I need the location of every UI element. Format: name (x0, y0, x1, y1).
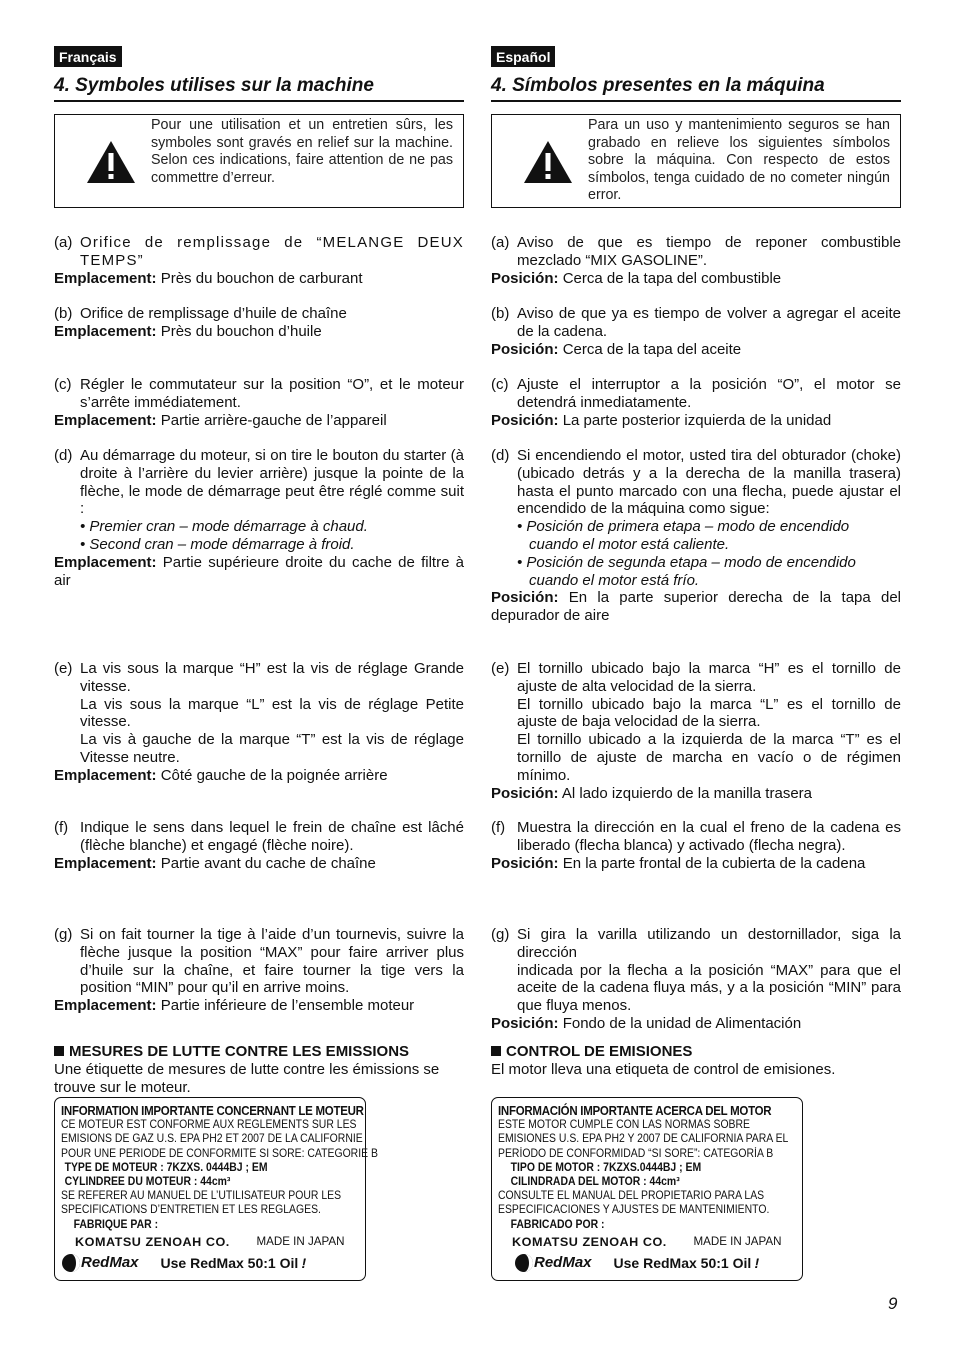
item-location: Près du bouchon d’huile (160, 322, 322, 340)
square-bullet-icon (491, 1046, 501, 1056)
item-bullet: • Posición de segunda etapa – modo de encendido (517, 553, 856, 571)
item-location: Partie inférieure de l’ensemble moteur (160, 997, 415, 1015)
language-tag-fr: Français (54, 46, 122, 67)
item-text: Au démarrage du moteur, si on tire le bouton du starter (à droite à l’arrière du levier arrière) jusque la pointe de la flèche, le mode de démarrage peut être réglé comme suit : (80, 447, 464, 518)
item-location: Fondo de la unidad de Alimentación (562, 1014, 802, 1032)
item-text: El tornillo ubicado bajo la marca “L” es el tornillo de ajuste de baja velocidad de la sierra. (517, 695, 901, 731)
item-bullet: • Premier cran – mode démarrage à chaud. (80, 518, 368, 536)
item-location: Cerca de la tapa del aceite (562, 340, 742, 358)
item-text: El tornillo ubicado bajo la marca “H” es el tornillo de ajuste de alta velocidad de la sierra. (517, 660, 901, 695)
item-text: La vis sous la marque “H” est la vis de réglage Grande vitesse. (80, 660, 464, 695)
spanish-column (491, 46, 901, 1078)
item-text: Régler le commutateur sur la position “O”, et le moteur s’arrête immédiatement. (80, 376, 464, 411)
item-text: Indique le sens dans lequel le frein de chaîne est lâché (flèche blanche) et engagé (flèche noire). (80, 819, 464, 854)
list-item: (f) Indique le sens dans lequel le frein de chaîne est lâché (flèche blanche) et engagé (flèche noire). Emplacement: Partie avant du cache de chaîne (54, 819, 464, 872)
list-item: (d) Au démarrage du moteur, si on tire le bouton du starter (à droite à l’arrière du levier arrière) jusque la pointe de la flèche, le mode de démarrage peut être réglé comme suit : • Premier cran – mode démarrage à chaud. • Second cran – mode démarrage à froid. Emplacement: Partie supérieure droite du cache de filtre à air (54, 447, 464, 589)
maker-logo: KOMATSU ZENOAH CO. (512, 1234, 667, 1249)
redmax-swirl-icon (61, 1253, 81, 1273)
item-location: Partie arrière-gauche de l’appareil (160, 411, 387, 429)
warning-box-fr (54, 114, 464, 208)
item-text: Orifice de remplissage de “MELANGE DEUX TEMPS” (80, 234, 464, 269)
warning-triangle-icon (522, 139, 574, 185)
item-text: Orifice de remplissage d’huile de chaîne (80, 305, 347, 322)
item-text: El tornillo ubicado a la izquierda de la marca “T” es el tornillo de ajuste de marcha en vacío o de régimen mínimo. (517, 731, 901, 784)
item-location: Partie supérieure droite du cache de filtre à air (54, 553, 464, 589)
list-item: (c) Ajuste el interruptor a la posición “O”, el motor se detendrá inmediatamente. Posición: La parte posterior izquierda de la unidad (491, 376, 901, 429)
item-location: En la parte frontal de la cubierta de la cadena (562, 854, 866, 872)
item-location: Côté gauche de la poignée arrière (160, 766, 388, 784)
item-location: La parte posterior izquierda de la unidad (562, 411, 832, 429)
item-bullet: cuando el motor está frío. (529, 571, 700, 589)
list-item: (g) Si on fait tourner la tige à l’aide d’un tournevis, suivre la flèche jusque la position “MAX” pour faire arriver plus d’huile sur la chaîne, et faire tourner la tige vers la position “MIN” pour qu’il en arrive moins. Emplacement: Partie inférieure de l’ensemble moteur (54, 926, 464, 1015)
item-text: Aviso de que es tiempo de reponer combustible mezclado “MIX GASOLINE”. (517, 234, 901, 269)
item-text: Ajuste el interruptor a la posición “O”, el motor se detendrá inmediatamente. (517, 376, 901, 411)
list-item: (f) Muestra la dirección en la cual el freno de la cadena es liberado (flecha blanca) y activado (flecha negra). Posición: En la parte frontal de la cubierta de la cadena (491, 819, 901, 872)
item-bullet: • Posición de primera etapa – modo de encendido (517, 518, 850, 536)
item-location: Cerca de la tapa del combustible (562, 269, 782, 287)
emissions-heading-fr: MESURES DE LUTTE CONTRE LES EMISSIONS (54, 1043, 464, 1060)
section-title-fr: 4. Symboles utilises sur la machine (54, 75, 464, 102)
warning-triangle-icon (85, 139, 137, 185)
redmax-logo: RedMax (61, 1253, 139, 1273)
warning-text-fr: Pour une utilisation et un entretien sûrs, les symboles sont gravés en relief sur la machine. Selon ces indications, faire attention de ne pas commettre d’erreur. (151, 117, 453, 186)
square-bullet-icon (54, 1046, 64, 1056)
list-item: (e) El tornillo ubicado bajo la marca “H” es el tornillo de ajuste de alta velocidad de la sierra. El tornillo ubicado bajo la marca “L” es el tornillo de ajuste de baja velocidad de la sierra. El tornillo ubicado a la izquierda de la marca “T” es el tornillo de ajuste de marcha en vacío o de régimen mínimo. Posición: Al lado izquierdo de la manilla trasera (491, 660, 901, 802)
emissions-text-fr: Une étiquette de mesures de lutte contre les émissions se trouve sur le moteur. (54, 1061, 440, 1096)
item-text: La vis à gauche de la marque “T” est la vis de réglage Vitesse neutre. (80, 731, 464, 766)
list-item: (b) Orifice de remplissage d’huile de chaîne Emplacement: Près du bouchon d’huile (54, 305, 464, 341)
emission-label-es: INFORMACIÓN IMPORTANTE ACERCA DEL MOTOR ESTE MOTOR CUMPLE CON LAS NORMAS SOBRE EMISIONES U.S. EPA PH2 Y 2007 DE CALIFORNIA PARA EL PERÍODO DE CONFORMIDAD “SI SORE”: CATEGORÍA B TIPO DE MOTOR : 7KZXS.0444BJ ; EM CILINDRADA DEL MOTOR : 44cm³ CONSULTE EL MANUAL DEL PROPIETARIO PARA LAS ESPECIFICACIONES Y AJUSTES DE MANTENIMIENTO. FABRICADO POR : KOMATSU ZENOAH CO. MADE IN JAPAN RedMax Use RedMax 50:1 Oil ! (491, 1097, 803, 1281)
list-item: (e) La vis sous la marque “H” est la vis de réglage Grande vitesse. La vis sous la marque “L” est la vis de réglage Petite vitesse. La vis à gauche de la marque “T” est la vis de réglage Vitesse neutre. Emplacement: Côté gauche de la poignée arrière (54, 660, 464, 784)
list-item: (b) Aviso de que ya es tiempo de volver a agregar el aceite de la cadena. Posición: Cerca de la tapa del aceite (491, 305, 901, 358)
item-location: Al lado izquierdo de la manilla trasera (561, 784, 812, 802)
item-location: Partie avant du cache de chaîne (160, 854, 376, 872)
list-item: (a) Aviso de que es tiempo de reponer combustible mezclado “MIX GASOLINE”. Posición: Cerca de la tapa del combustible (491, 234, 901, 287)
warning-box-es (491, 114, 901, 208)
item-text: Si on fait tourner la tige à l’aide d’un tournevis, suivre la flèche jusque la position “MAX” pour faire arriver plus d’huile sur la chaîne, et faire tourner la tige vers la position “MIN” pour qu’il en arrive moins. (80, 926, 464, 997)
item-text: Muestra la dirección en la cual el freno de la cadena es liberado (flecha blanca) y activado (flecha negra). (517, 819, 901, 854)
maker-logo: KOMATSU ZENOAH CO. (75, 1234, 230, 1249)
section-title-es: 4. Símbolos presentes en la máquina (491, 75, 901, 102)
item-text: Si gira la varilla utilizando un destornillador, siga la dirección (517, 926, 901, 961)
language-tag-es: Español (491, 46, 555, 67)
warning-text-es: Para un uso y mantenimiento seguros se han grabado en relieve los siguientes símbolos sobre la máquina. Con respecto de estos símbolos, tenga cuidado de no cometer ningún error. (588, 117, 890, 204)
item-text: Aviso de que ya es tiempo de volver a agregar el aceite de la cadena. (517, 305, 901, 340)
item-bullet: cuando el motor está caliente. (529, 535, 730, 553)
item-location: Près du bouchon de carburant (160, 269, 363, 287)
emission-label-fr: INFORMATION IMPORTANTE CONCERNANT LE MOTEUR CE MOTEUR EST CONFORME AUX REGLEMENTS SUR LES EMISIONS DE GAZ U.S. EPA PH2 ET 2007 DE LA CALIFORNIE POUR UNE PERIODE DE CONFORMITE SI SORE: CATEGORIE B TYPE DE MOTEUR : 7KZXS. 0444BJ ; EM CYLINDREE DU MOTEUR : 44cm³ SE REFERER AU MANUEL DE L’UTILISATEUR POUR LES SPECIFICATIONS D’ENTRETIEN ET LES REGLAGES. FABRIQUE PAR : KOMATSU ZENOAH CO. MADE IN JAPAN RedMax Use RedMax 50:1 Oil ! (54, 1097, 366, 1281)
redmax-logo: RedMax (514, 1253, 592, 1273)
item-location: En la parte superior derecha de la tapa del depurador de aire (491, 589, 901, 625)
item-text: indicada por la flecha a la posición “MAX” para que el aceite de la cadena fluya más, y a la posición “MIN” para que fluya menos. (517, 961, 901, 1015)
item-text: La vis sous la marque “L” est la vis de réglage Petite vitesse. (80, 695, 464, 731)
french-column (54, 46, 464, 1096)
item-bullet: • Second cran – mode démarrage à froid. (80, 535, 355, 553)
emissions-heading-es: CONTROL DE EMISIONES (491, 1043, 901, 1060)
list-item: (g) Si gira la varilla utilizando un destornillador, siga la dirección indicada por la flecha a la posición “MAX” para que el aceite de la cadena fluya más, y a la posición “MIN” para que fluya menos. Posición: Fondo de la unidad de Alimentación (491, 926, 901, 1032)
emissions-text-es: El motor lleva una etiqueta de control de emisiones. (491, 1061, 836, 1078)
list-item: (a) Orifice de remplissage de “MELANGE DEUX TEMPS” Emplacement: Près du bouchon de carburant (54, 234, 464, 287)
redmax-swirl-icon (514, 1253, 534, 1273)
item-text: Si encendiendo el motor, usted tira del obturador (choke) (ubicado detrás y a la derecha de la manilla trasera) hasta el punto marcado con una flecha, puede ajustar el encendido de la máquina como sigue: (517, 447, 901, 518)
list-item: (c) Régler le commutateur sur la position “O”, et le moteur s’arrête immédiatement. Emplacement: Partie arrière-gauche de l’appareil (54, 376, 464, 429)
page-number: 9 (888, 1294, 898, 1313)
list-item: (d) Si encendiendo el motor, usted tira del obturador (choke) (ubicado detrás y a la derecha de la manilla trasera) hasta el punto marcado con una flecha, puede ajustar el encendido de la máquina como sigue: • Posición de primera etapa – modo de encendido cuando el motor está caliente. • Posición de segunda etapa – modo de encendido cuando el motor está frío. Posición: En la parte superior derecha de la tapa del depurador de aire (491, 447, 901, 625)
